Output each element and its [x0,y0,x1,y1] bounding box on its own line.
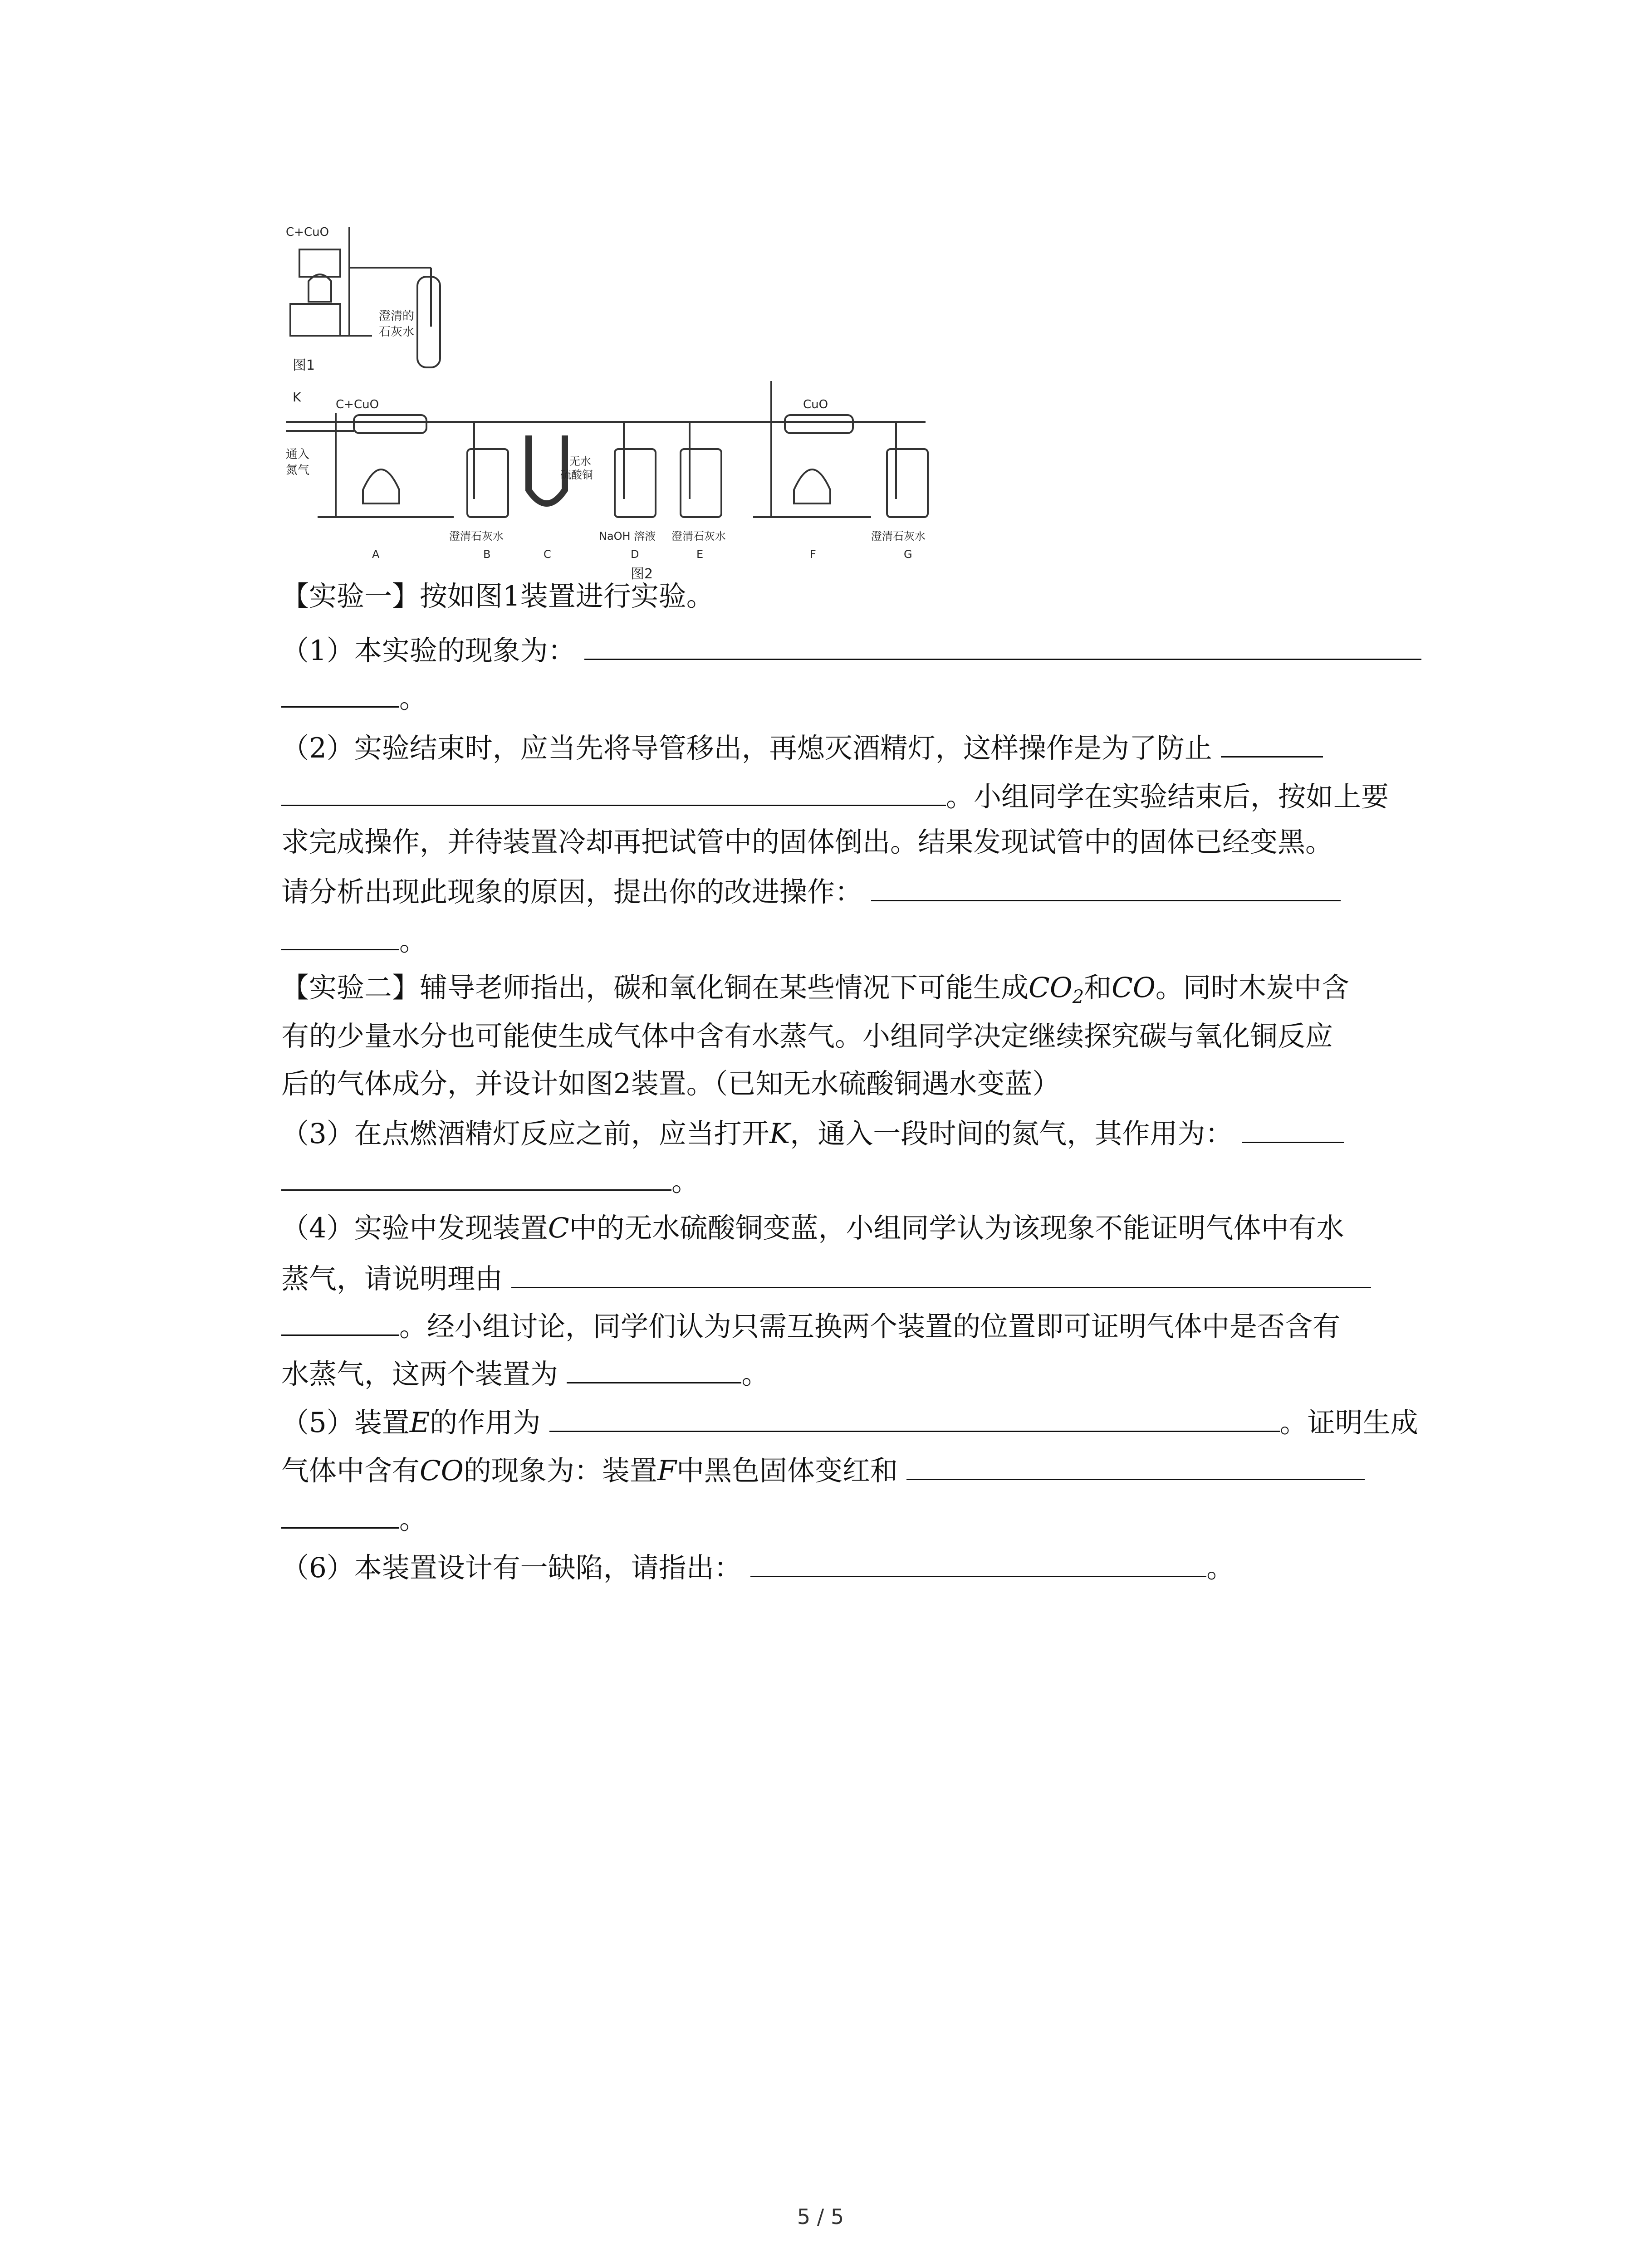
svg-text:图2: 图2 [631,566,653,581]
svg-text:C: C [544,548,551,561]
svg-text:澄清石灰水: 澄清石灰水 [871,530,926,543]
answer-blank[interactable] [871,872,1341,901]
svg-text:NaOH 溶液: NaOH 溶液 [599,530,656,543]
question-5-line-1: （5）装置E的作用为 。证明生成 [281,1403,1418,1441]
answer-blank[interactable] [750,1548,1206,1577]
answer-blank[interactable] [584,631,1421,660]
svg-text:无水: 无水 [569,455,591,468]
question-2-line-1: （2）实验结束时，应当先将导管移出，再熄灭酒精灯，这样操作是为了防止 [281,728,1323,767]
question-4-line-2: 蒸气，请说明理由 [281,1259,1371,1297]
answer-blank[interactable] [906,1451,1365,1480]
svg-text:G: G [904,548,912,561]
svg-text:A: A [372,548,380,561]
question-6: （6）本装置设计有一缺陷，请指出： 。 [281,1548,1234,1586]
experiment-2-line-3: 后的气体成分，并设计如图2装置。（已知无水硫酸铜遇水变蓝） [281,1068,1060,1100]
answer-blank[interactable] [1221,728,1323,758]
answer-blank[interactable] [567,1354,741,1383]
question-1-cont: 。 [281,678,427,717]
answer-blank[interactable] [281,921,399,950]
question-5-line-3: 。 [281,1499,427,1538]
experiment-2-line-2: 有的少量水分也可能使生成气体中含有水蒸气。小组同学决定继续探究碳与氧化铜反应 [281,1020,1333,1052]
svg-text:C+CuO: C+CuO [336,398,379,411]
svg-text:CuO: CuO [803,398,828,411]
question-2-line-3: 求完成操作，并待装置冷却再把试管中的固体倒出。结果发现试管中的固体已经变黑。 [281,826,1333,858]
question-2-line-2: 。小组同学在实验结束后，按如上要 [281,777,1389,815]
svg-text:D: D [631,548,639,561]
page-number: 5 / 5 [797,2204,844,2229]
svg-text:石灰水: 石灰水 [379,325,415,339]
question-2-line-5: 。 [281,921,427,959]
svg-text:氮气: 氮气 [286,464,310,477]
answer-blank[interactable] [1242,1114,1344,1143]
answer-blank[interactable] [281,777,946,806]
svg-text:通入: 通入 [286,448,310,461]
answer-blank[interactable] [281,1306,399,1336]
question-4-line-3: 。经小组讨论，同学们认为只需互换两个装置的位置即可证明气体中是否含有 [281,1306,1340,1345]
answer-blank[interactable] [281,1161,671,1191]
svg-text:B: B [483,548,491,561]
question-1: （1）本实验的现象为： [281,631,1421,669]
figure-1-apparatus [286,225,440,373]
answer-blank[interactable] [511,1259,1371,1288]
answer-blank[interactable] [549,1403,1280,1432]
experiment-1-heading: 【实验一】按如图1装置进行实验。 [281,580,714,612]
svg-text:C+CuO: C+CuO [286,225,329,239]
svg-text:K: K [293,390,301,405]
question-3-line-1: （3）在点燃酒精灯反应之前，应当打开K，通入一段时间的氮气，其作用为： [281,1114,1344,1152]
question-3-line-2: 。 [281,1161,699,1200]
answer-blank[interactable] [281,678,399,708]
svg-text:硫酸铜: 硫酸铜 [560,469,593,481]
svg-text:图1: 图1 [293,357,315,373]
svg-text:F: F [810,548,816,561]
svg-text:澄清的: 澄清的 [379,309,415,323]
experiment-2-line-1: 【实验二】辅导老师指出，碳和氧化铜在某些情况下可能生成$CO_2$和CO。同时木炭中含 [281,972,1349,1008]
question-5-line-2: 气体中含有CO的现象为：装置F中黑色固体变红和 [281,1451,1365,1489]
svg-text:澄清石灰水: 澄清石灰水 [671,530,726,543]
question-4-line-1: （4）实验中发现装置C中的无水硫酸铜变蓝，小组同学认为该现象不能证明气体中有水 [281,1212,1344,1244]
question-2-line-4: 请分析出现此现象的原因，提出你的改进操作： [281,872,1341,910]
question-4-line-4: 水蒸气，这两个装置为 。 [281,1354,769,1393]
figure-2-apparatus [286,381,928,581]
svg-text:E: E [696,548,704,561]
apparatus-figure [281,222,962,581]
answer-blank[interactable] [281,1499,399,1529]
svg-text:澄清石灰水: 澄清石灰水 [449,530,504,543]
